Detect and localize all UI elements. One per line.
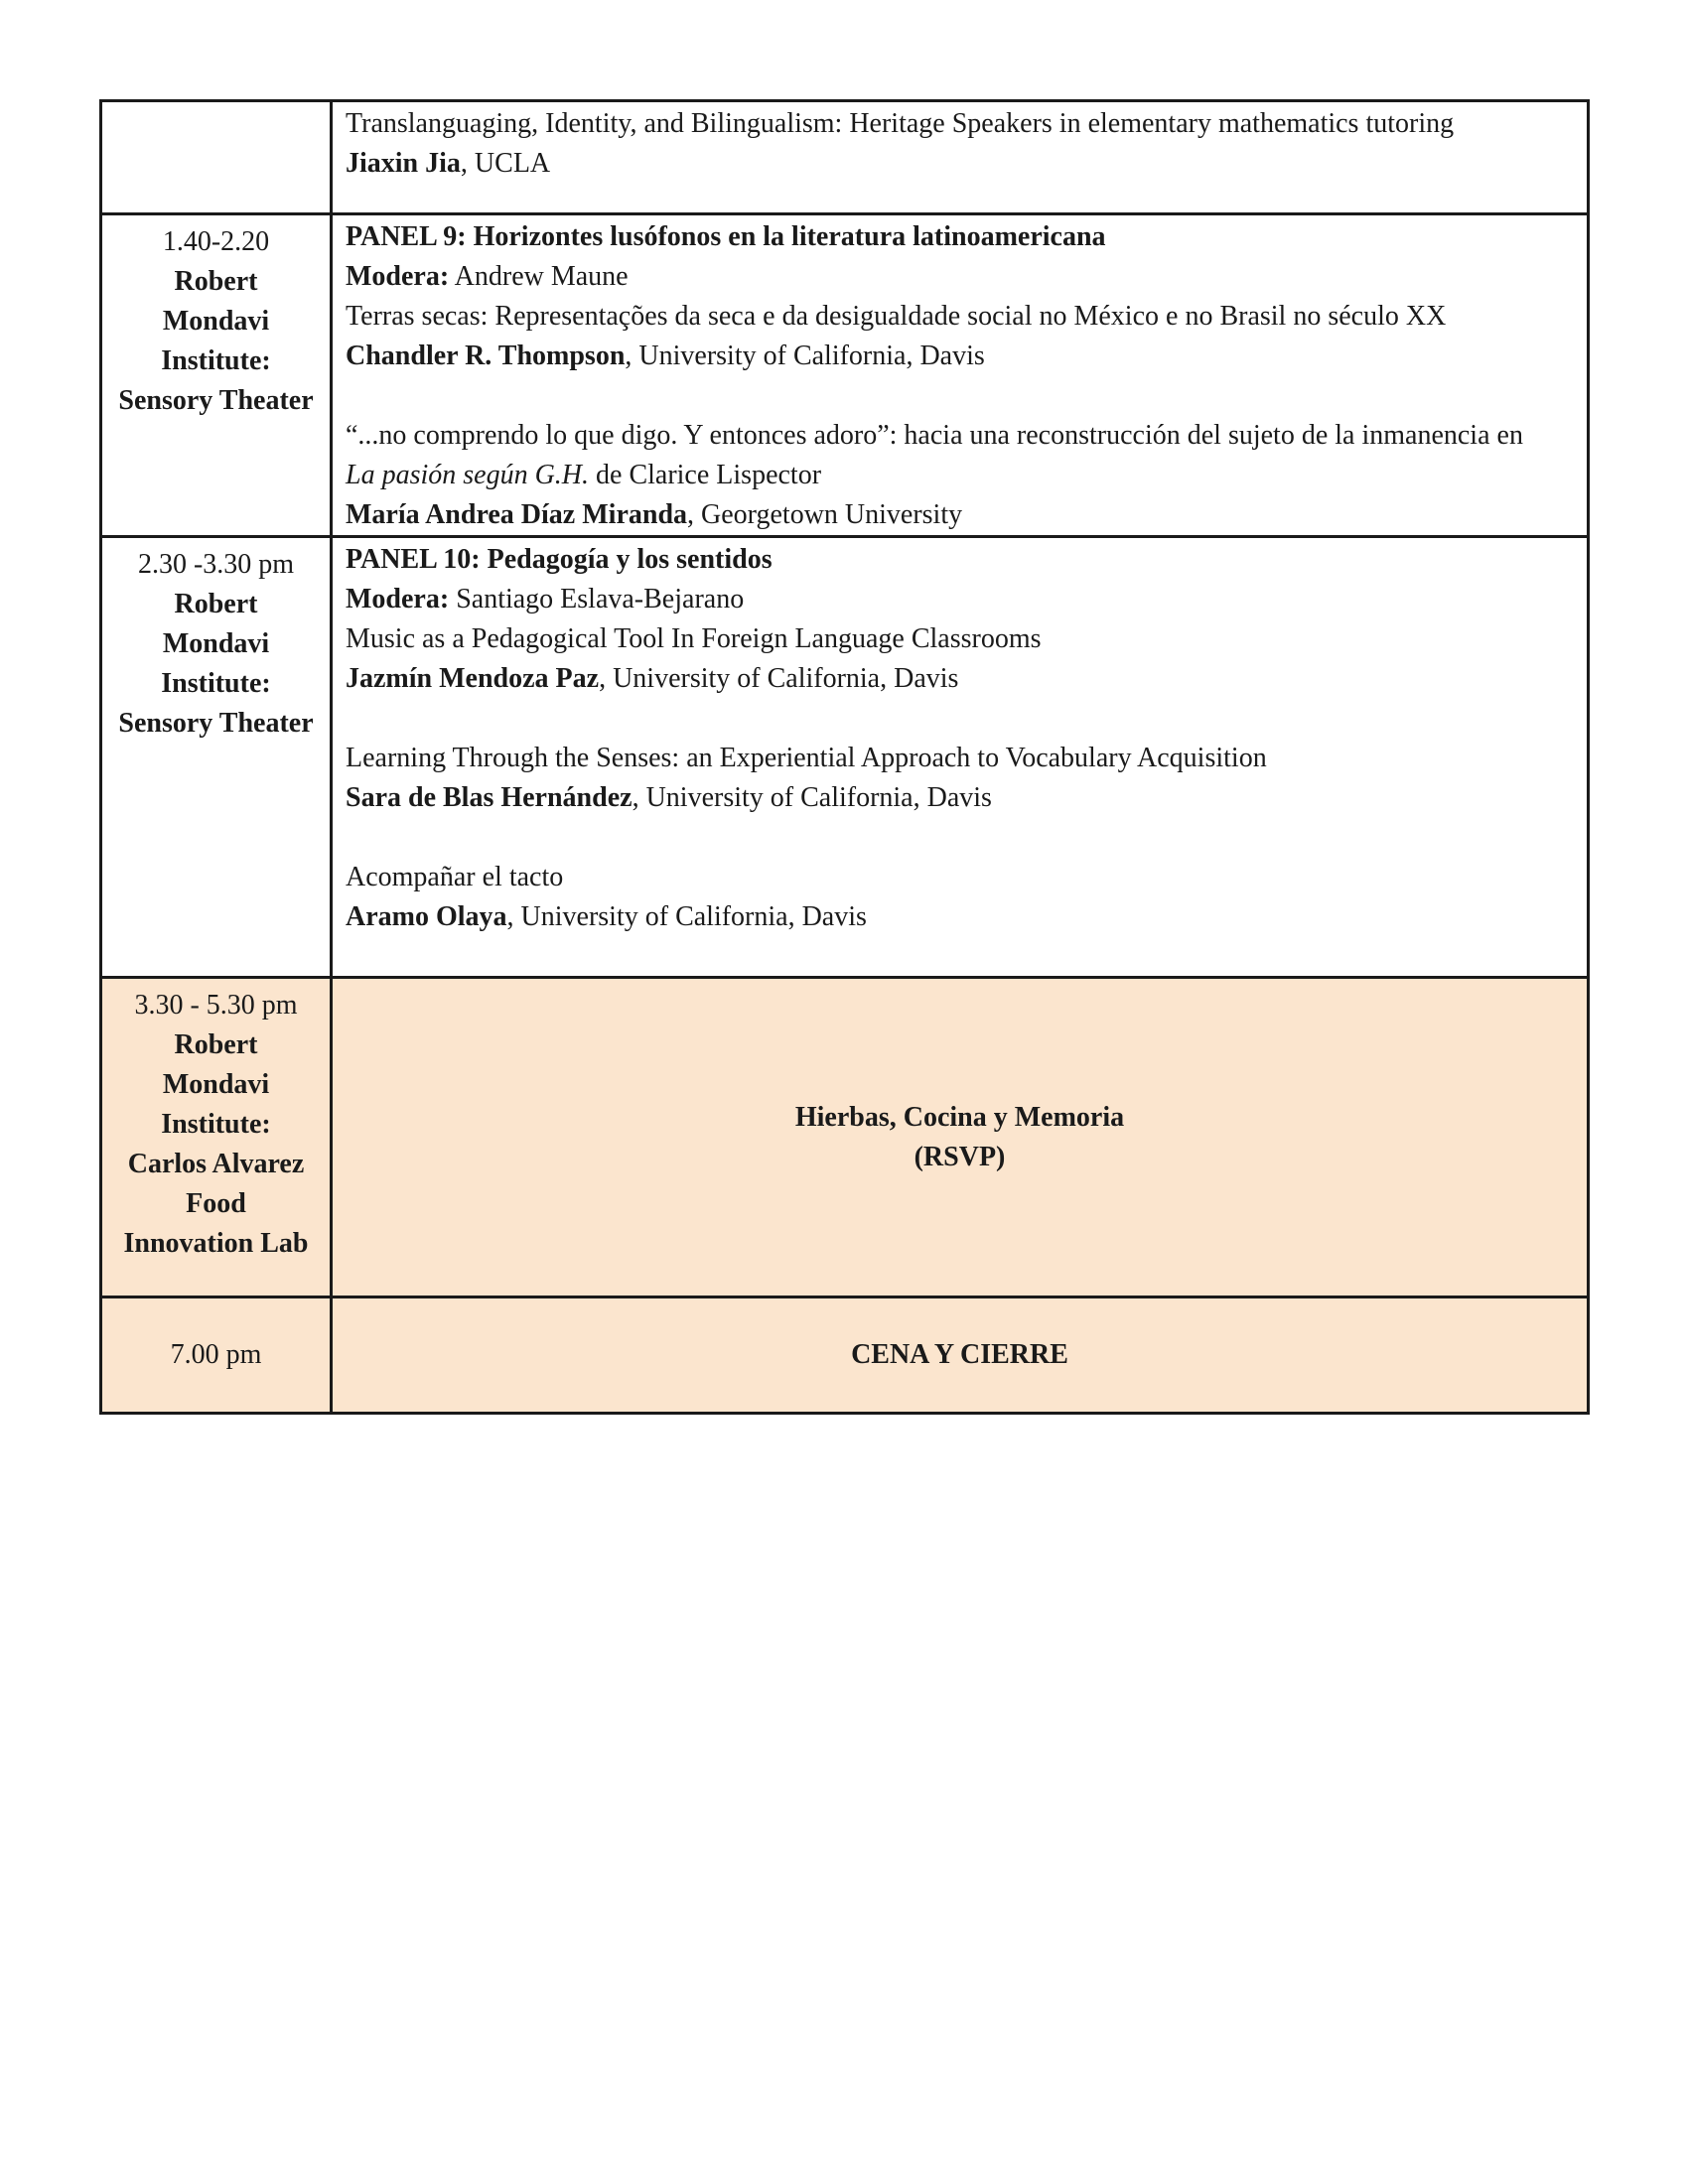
venue-line: Innovation Lab: [123, 1228, 309, 1259]
venue-line: Mondavi: [162, 1069, 270, 1100]
venue-line: Robert: [174, 266, 258, 297]
talk-title-part: “...no comprendo lo que digo. Y entonces adoro”: hacia una reconstrucción del sujeto de la inmanencia en: [346, 420, 1523, 451]
venue-line: Mondavi: [162, 628, 270, 659]
session-cell: [332, 101, 1589, 214]
presenter-name: Aramo Olaya: [346, 901, 507, 932]
schedule-table: [99, 99, 1590, 1415]
session-time: 1.40-2.20: [162, 226, 270, 257]
presenter-name: Jazmín Mendoza Paz: [346, 663, 600, 694]
presenter-affiliation: , Georgetown University: [687, 499, 963, 530]
venue-line: Carlos Alvarez: [127, 1149, 305, 1179]
schedule-row: [101, 101, 1589, 214]
event-title: Hierbas, Cocina y Memoria: [794, 1101, 1125, 1133]
event-cell: [332, 978, 1589, 1297]
moderator-name: Santiago Eslava-Bejarano: [449, 584, 745, 614]
time-cell: [101, 101, 332, 214]
panel-title: PANEL 9: Horizontes lusófonos en la literatura latinoamericana: [346, 221, 1106, 252]
venue-line: Mondavi: [162, 306, 270, 337]
talk-title: Terras secas: Representações da seca e da desigualdade social no México e no Brasil no século XX: [346, 301, 1447, 332]
presenter-name: Jiaxin Jia: [346, 148, 461, 179]
venue-line: Food: [186, 1188, 246, 1219]
presenter-affiliation: , University of California, Davis: [625, 341, 985, 371]
time-cell: [101, 214, 332, 537]
venue-line: Sensory Theater: [118, 385, 314, 416]
session-cell: [332, 537, 1589, 978]
event-note: (RSVP): [914, 1141, 1006, 1172]
schedule-row: [101, 537, 1589, 978]
venue-line: Institute:: [161, 1109, 271, 1140]
event-cell: [332, 1297, 1589, 1414]
session-time: 7.00 pm: [170, 1339, 262, 1370]
talk-title: Music as a Pedagogical Tool In Foreign Language Classrooms: [346, 623, 1042, 654]
presenter-affiliation: , UCLA: [460, 148, 551, 179]
talk-presenter: [346, 495, 1575, 535]
moderator-line: [346, 580, 1575, 619]
panel-title: PANEL 10: Pedagogía y los sentidos: [346, 544, 773, 575]
talk-title: Acompañar el tacto: [346, 862, 564, 892]
moderator-label: Modera:: [346, 584, 450, 614]
time-cell: [101, 1297, 332, 1414]
venue-line: Institute:: [161, 345, 271, 376]
time-cell: [101, 537, 332, 978]
presenter-name: María Andrea Díaz Miranda: [346, 499, 688, 530]
talk-title: Learning Through the Senses: an Experiential Approach to Vocabulary Acquisition: [346, 743, 1267, 773]
session-cell: [332, 214, 1589, 537]
book-title: La pasión según G.H.: [346, 460, 590, 490]
talk-title: Translanguaging, Identity, and Bilingualism: Heritage Speakers in elementary mathematics tutoring: [346, 108, 1455, 139]
moderator-name: Andrew Maune: [449, 261, 629, 292]
venue-line: Sensory Theater: [118, 708, 314, 739]
presenter-name: Sara de Blas Hernández: [346, 782, 633, 813]
schedule-row: [101, 978, 1589, 1297]
session-time: 2.30 -3.30 pm: [137, 549, 295, 580]
schedule-row: [101, 214, 1589, 537]
talk-presenter: [346, 659, 1575, 699]
session-time: 3.30 - 5.30 pm: [134, 990, 298, 1021]
talk-title: [346, 416, 1575, 495]
presenter-affiliation: , University of California, Davis: [599, 663, 959, 694]
venue-line: Robert: [174, 589, 258, 619]
talk-presenter: [346, 778, 1575, 818]
time-cell: [101, 978, 332, 1297]
moderator-label: Modera:: [346, 261, 450, 292]
moderator-line: [346, 257, 1575, 297]
event-title: CENA Y CIERRE: [851, 1339, 1068, 1370]
talk-title-part: de Clarice Lispector: [589, 460, 822, 490]
talk-presenter: [346, 144, 1575, 184]
schedule-row: [101, 1297, 1589, 1414]
venue-line: Institute:: [161, 668, 271, 699]
presenter-affiliation: , University of California, Davis: [632, 782, 992, 813]
presenter-affiliation: , University of California, Davis: [506, 901, 867, 932]
presenter-name: Chandler R. Thompson: [346, 341, 626, 371]
talk-presenter: [346, 897, 1575, 937]
venue-line: Robert: [174, 1029, 258, 1060]
talk-presenter: [346, 337, 1575, 376]
